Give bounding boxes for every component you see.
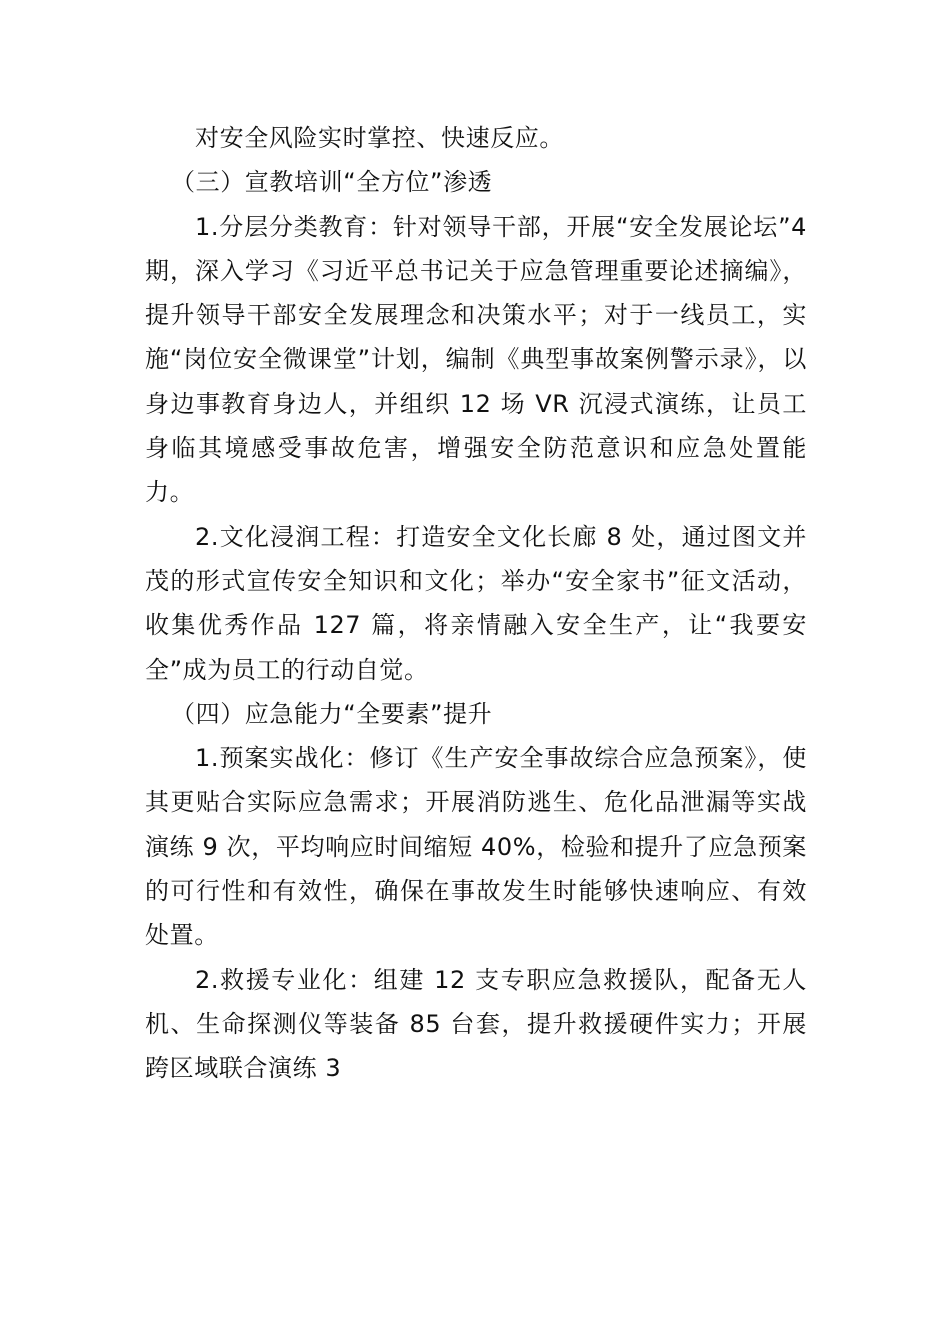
- section-heading-3: （三）宣教培训“全方位”渗透: [171, 168, 493, 197]
- paragraph-plan-practical: 1.预案实战化：修订《生产安全事故综合应急预案》，使其更贴合实际应急需求；开展消防逃生、危化品泄漏等实战演练 9 次，平均响应时间缩短 40%，检验和提升了应急预案的可行性和有效性，确保在事故发生时能够快速响应、有效处置。: [145, 744, 807, 950]
- paragraph-layered-education: 1.分层分类教育：针对领导干部，开展“安全发展论坛”4 期，深入学习《习近平总书记关于应急管理重要论述摘编》，提升领导干部安全发展理念和决策水平；对于一线员工，实施“岗位安全微课堂”计划，编制《典型事故案例警示录》，以身边事教育身边人，并组织 12 场 VR 沉浸式演练，让员工身临其境感受事故危害，增强安全防范意识和应急处置能力。: [145, 212, 807, 507]
- section-heading-4: （四）应急能力“全要素”提升: [171, 699, 493, 728]
- document-body: [145, 116, 807, 1091]
- paragraph-rescue-professional: 2.救援专业化：组建 12 支专职应急救援队，配备无人机、生命探测仪等装备 85 台套，提升救援硬件实力；开展跨区域联合演练 3: [145, 965, 807, 1083]
- paragraph-continuation: 对安全风险实时掌控、快速反应。: [195, 124, 564, 152]
- paragraph-culture-project: 2.文化浸润工程：打造安全文化长廊 8 处，通过图文并茂的形式宣传安全知识和文化；举办“安全家书”征文活动，收集优秀作品 127 篇，将亲情融入安全生产，让“我要安全”成为员工的行动自觉。: [145, 522, 807, 684]
